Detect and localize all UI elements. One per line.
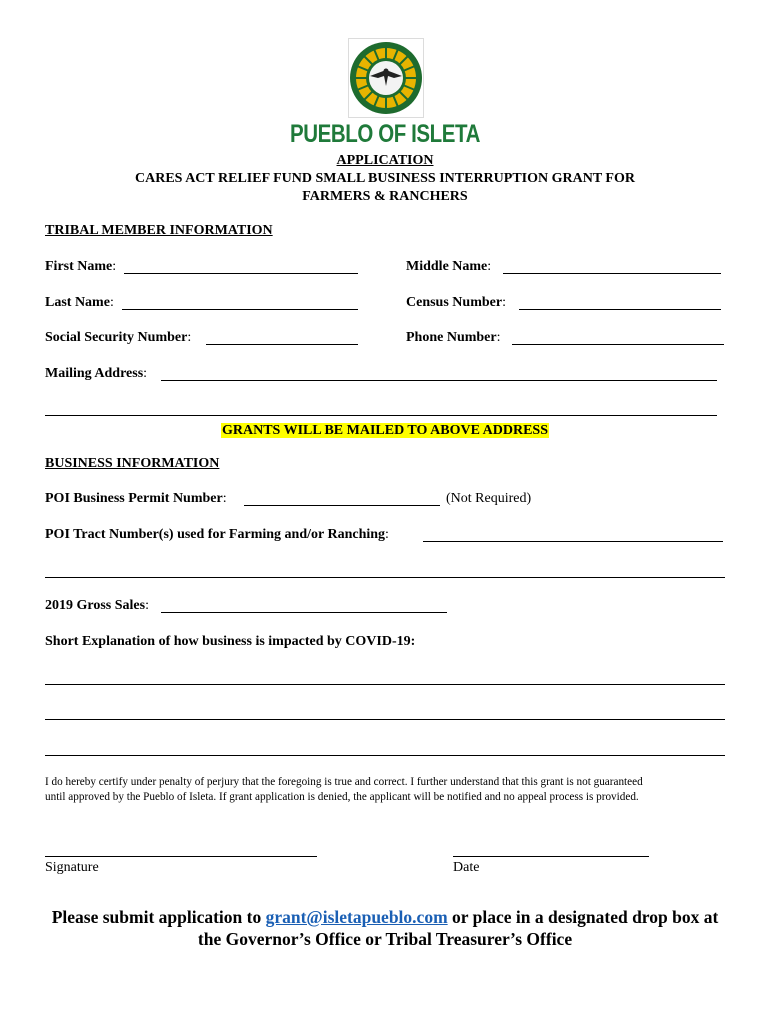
- covid-impact-field-line1[interactable]: [45, 684, 725, 685]
- signature-label: Signature: [45, 860, 99, 875]
- covid-impact-label: Short Explanation of how business is impacted by COVID-19:: [45, 634, 416, 649]
- submit-prefix-text: Please submit application to: [51, 907, 266, 927]
- last-name-label: Last Name:: [45, 295, 114, 310]
- submit-instructions-line2: the Governor’s Office or Tribal Treasurer’s Office: [197, 929, 573, 949]
- permit-number-field[interactable]: [244, 505, 440, 506]
- tract-number-field[interactable]: [423, 541, 723, 542]
- certification-text-line1: I do hereby certify under penalty of perjury that the foregoing is true and correct. I further understand that this grant is not guaranteed: [45, 776, 643, 788]
- first-name-label: First Name:: [45, 259, 117, 274]
- last-name-field[interactable]: [122, 309, 358, 310]
- covid-impact-field-line2[interactable]: [45, 719, 725, 720]
- submit-instructions-line1: [0, 907, 770, 928]
- first-name-field[interactable]: [124, 273, 358, 274]
- tract-number-label: POI Tract Number(s) used for Farming and/or Ranching:: [45, 527, 389, 542]
- business-section-heading: BUSINESS INFORMATION: [45, 456, 220, 471]
- mailing-address-field[interactable]: [161, 380, 717, 381]
- phone-number-field[interactable]: [512, 344, 724, 345]
- covid-impact-field-line3[interactable]: [45, 755, 725, 756]
- signature-field[interactable]: [45, 856, 317, 857]
- ssn-label: Social Security Number:: [45, 330, 192, 345]
- gross-sales-field[interactable]: [161, 612, 447, 613]
- census-number-label: Census Number:: [406, 295, 506, 310]
- permit-number-label: POI Business Permit Number:: [45, 491, 227, 506]
- doc-title-line1: CARES ACT RELIEF FUND SMALL BUSINESS INTERRUPTION GRANT FOR: [135, 171, 635, 186]
- doc-title-line2: FARMERS & RANCHERS: [302, 189, 468, 204]
- middle-name-label: Middle Name:: [406, 259, 492, 274]
- tribal-section-heading: TRIBAL MEMBER INFORMATION: [45, 223, 273, 238]
- date-field[interactable]: [453, 856, 649, 857]
- mailing-address-label: Mailing Address:: [45, 366, 148, 381]
- mailing-address-field-line2[interactable]: [45, 415, 717, 416]
- census-number-field[interactable]: [519, 309, 721, 310]
- phone-number-label: Phone Number:: [406, 330, 501, 345]
- mail-notice: GRANTS WILL BE MAILED TO ABOVE ADDRESS: [222, 423, 548, 438]
- submit-mid-text: or place in a designated drop box at: [447, 907, 719, 927]
- permit-not-required-note: (Not Required): [446, 491, 532, 506]
- pueblo-seal-logo: [348, 38, 424, 118]
- mail-notice-row: [0, 421, 770, 439]
- doc-type: APPLICATION: [336, 153, 434, 168]
- email-link[interactable]: grant@isletapueblo.com: [265, 907, 448, 927]
- date-label: Date: [453, 860, 480, 875]
- certification-text-line2: until approved by the Pueblo of Isleta. If grant application is denied, the applicant will be notified and no appeal process is provided.: [45, 791, 639, 803]
- middle-name-field[interactable]: [503, 273, 721, 274]
- tract-number-field-line2[interactable]: [45, 577, 725, 578]
- ssn-field[interactable]: [206, 344, 358, 345]
- gross-sales-label: 2019 Gross Sales:: [45, 598, 149, 613]
- org-name: PUEBLO OF ISLETA: [289, 120, 481, 148]
